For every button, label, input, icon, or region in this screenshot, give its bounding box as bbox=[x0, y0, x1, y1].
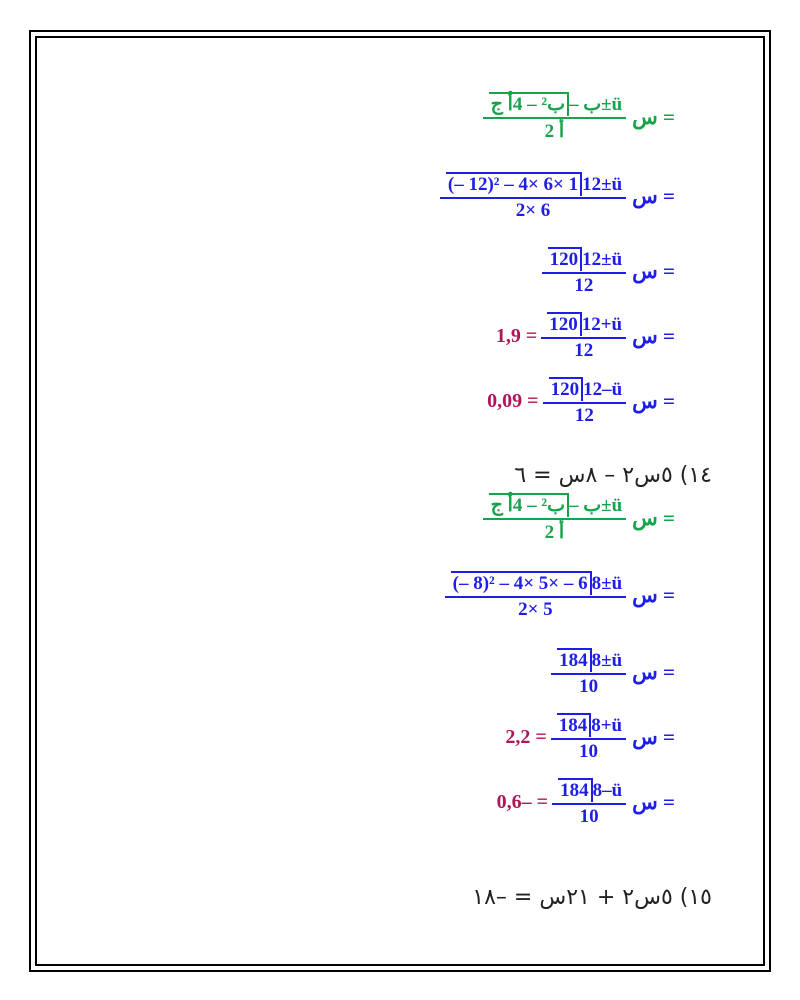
equation-result: 2,2 = bbox=[505, 726, 547, 749]
problem-heading: ١٥) ٥س٢ + ٢١س = –١٨ bbox=[472, 885, 712, 910]
radicand: 120 bbox=[548, 247, 583, 271]
equation-result: 0,6– = bbox=[496, 791, 549, 814]
equation-line bbox=[487, 377, 675, 427]
radicand: 184 bbox=[558, 778, 593, 802]
numerator-prefix: 8±ü bbox=[591, 572, 623, 594]
fraction-numerator bbox=[440, 172, 626, 197]
equation-lhs: س = bbox=[632, 389, 675, 414]
numerator-prefix: 8+ü bbox=[591, 714, 623, 736]
equation-line bbox=[440, 172, 675, 222]
fraction-denominator: 12 bbox=[574, 339, 594, 361]
fraction-denominator: 12 bbox=[574, 274, 594, 296]
fraction-numerator bbox=[483, 493, 627, 518]
equation-line bbox=[496, 312, 675, 362]
equation-line bbox=[445, 571, 675, 621]
radicand: 120 bbox=[547, 312, 582, 336]
fraction-numerator bbox=[551, 713, 626, 738]
equation-lhs: س = bbox=[632, 184, 675, 209]
fraction-numerator bbox=[483, 92, 627, 117]
fraction-numerator bbox=[542, 247, 627, 272]
numerator-prefix: 12–ü bbox=[583, 378, 623, 400]
fraction-denominator: 12 bbox=[574, 404, 594, 426]
fraction-numerator bbox=[543, 377, 627, 402]
equation-line bbox=[551, 648, 675, 698]
radicand: 184 bbox=[557, 713, 592, 737]
fraction-denominator: 10 bbox=[579, 675, 599, 697]
fraction bbox=[483, 493, 627, 544]
equation-lhs: س = bbox=[632, 725, 675, 750]
numerator-prefix: – ب±ü bbox=[569, 93, 623, 115]
numerator-prefix: 12+ü bbox=[581, 313, 623, 335]
equation-lhs: س = bbox=[632, 505, 675, 530]
fraction-numerator bbox=[551, 648, 626, 673]
fraction-denominator: 10 bbox=[579, 805, 599, 827]
radicand: ب² – 4أ ج bbox=[489, 92, 569, 116]
fraction bbox=[440, 172, 626, 222]
equation-line bbox=[542, 247, 675, 297]
equation-line bbox=[505, 713, 675, 763]
fraction-denominator: 2× 6 bbox=[515, 199, 551, 221]
equation-lhs: س = bbox=[632, 660, 675, 685]
fraction bbox=[543, 377, 627, 427]
equation-result: 1,9 = bbox=[495, 325, 538, 348]
radicand: (– 8)² – 4× 5× – 6 bbox=[451, 571, 592, 595]
fraction-denominator: 10 bbox=[578, 740, 598, 762]
fraction bbox=[542, 247, 627, 297]
fraction bbox=[551, 648, 626, 698]
equation-lhs: س = bbox=[632, 583, 675, 608]
fraction bbox=[541, 312, 626, 362]
radicand: ب² – 4أ ج bbox=[489, 493, 569, 517]
fraction-denominator: 2× 5 bbox=[518, 598, 553, 620]
fraction-denominator: 2 أ bbox=[544, 521, 565, 543]
equation-lhs: س = bbox=[632, 104, 675, 129]
fraction-numerator bbox=[541, 312, 626, 337]
fraction bbox=[552, 778, 626, 828]
radicand: 184 bbox=[557, 648, 592, 672]
numerator-prefix: 8±ü bbox=[591, 649, 623, 671]
equation-lhs: س = bbox=[632, 790, 675, 815]
equation-line bbox=[483, 92, 675, 143]
fraction-numerator bbox=[445, 571, 627, 596]
problem-heading: ١٤) ٥س٢ – ٨س = ٦ bbox=[514, 463, 712, 488]
fraction bbox=[551, 713, 626, 763]
equation-result: 0,09 = bbox=[487, 390, 539, 413]
equation-line bbox=[497, 778, 675, 828]
fraction bbox=[445, 571, 627, 621]
radicand: (– 12)² – 4× 6× 1 bbox=[446, 172, 582, 196]
numerator-prefix: 12±ü bbox=[582, 173, 623, 195]
fraction-denominator: 2 أ bbox=[544, 120, 565, 142]
numerator-prefix: – ب±ü bbox=[569, 494, 623, 516]
equation-line bbox=[483, 493, 675, 544]
fraction-numerator bbox=[552, 778, 626, 803]
numerator-prefix: 12±ü bbox=[582, 248, 623, 270]
equation-lhs: س = bbox=[632, 259, 675, 284]
radicand: 120 bbox=[549, 377, 584, 401]
equation-lhs: س = bbox=[632, 324, 675, 349]
numerator-prefix: 8–ü bbox=[592, 779, 623, 801]
fraction bbox=[483, 92, 627, 143]
